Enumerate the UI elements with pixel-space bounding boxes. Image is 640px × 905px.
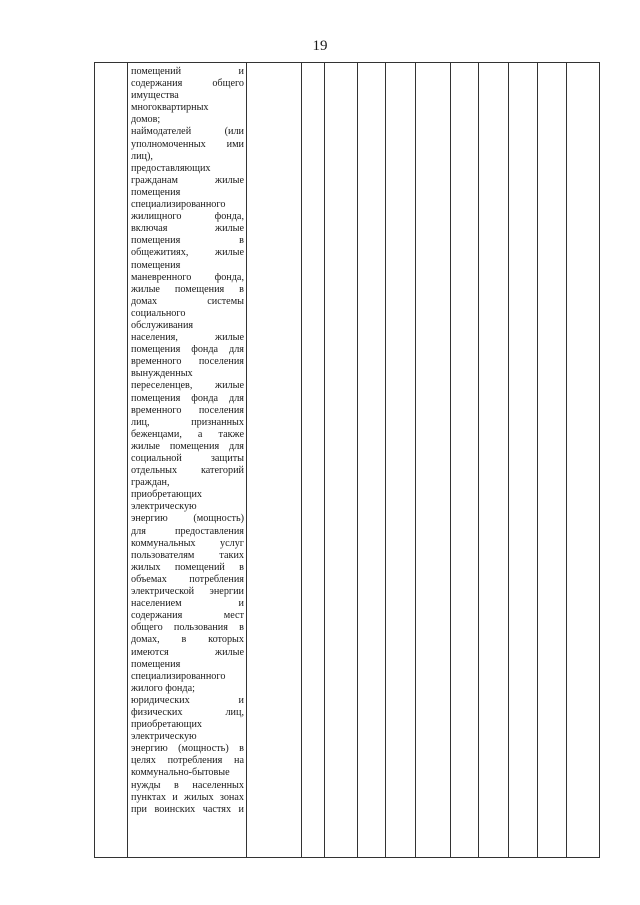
cell-text-line: при воинских частях и	[131, 803, 244, 815]
cell-text-line: домов;	[131, 114, 161, 126]
cell-text-line: социальной защиты	[131, 453, 244, 464]
column-border	[94, 62, 95, 858]
page-number: 19	[312, 38, 328, 54]
cell-text-line: включая жилые	[131, 223, 244, 235]
cell-text-line: энергию (мощность)	[131, 513, 244, 525]
cell-text-line: общего пользования в	[131, 622, 244, 634]
column-border	[508, 62, 509, 858]
cell-text-line: электрической энергии	[131, 586, 244, 598]
cell-text-line: помещения	[131, 259, 181, 271]
column-border	[415, 62, 416, 858]
cell-text-line: имущества	[131, 90, 179, 102]
table-fragment	[94, 62, 600, 858]
cell-text-line: общежитиях, жилые	[131, 247, 244, 259]
cell-text-line: помещения	[131, 186, 181, 198]
cell-text-line: лиц, признанных	[131, 416, 244, 428]
column-border	[301, 62, 302, 858]
column-border	[478, 62, 479, 858]
cell-text-line: социального	[131, 307, 186, 319]
cell-text-line: жилых помещений в	[131, 561, 244, 573]
table-bottom-border	[94, 857, 600, 858]
column-border	[566, 62, 567, 858]
column-border	[127, 62, 128, 858]
cell-text-line: населением и	[131, 598, 244, 610]
cell-text-line: приобретающих	[131, 489, 202, 501]
cell-text-line: жилого фонда;	[131, 682, 195, 694]
cell-text-line: предоставляющих	[131, 162, 211, 174]
cell-text-line: содержания мест	[131, 610, 244, 622]
cell-text-line: временного поселения	[131, 404, 244, 416]
column-border	[537, 62, 538, 858]
cell-text-line: помещения в	[131, 235, 244, 247]
cell-text-line: домах системы	[131, 295, 244, 307]
column-border	[246, 62, 247, 858]
description-cell-text	[131, 66, 244, 816]
cell-text-line: переселенцев, жилые	[131, 380, 244, 392]
cell-text-line: обслуживания	[131, 319, 194, 331]
cell-text-line: объемах потребления	[131, 573, 244, 585]
cell-text-line: временного поселения	[131, 356, 244, 368]
cell-text-line: специализированного	[131, 670, 226, 682]
column-border	[324, 62, 325, 858]
cell-text-line: помещения фонда для	[131, 392, 244, 404]
cell-text-line: юридических и	[131, 694, 244, 706]
cell-text-line: беженцами, а также	[131, 428, 244, 440]
column-border	[450, 62, 451, 858]
cell-text-line: пунктах и жилых зонах	[131, 791, 244, 803]
cell-text-line: специализированного	[131, 199, 226, 211]
cell-text-line: отдельных категорий	[131, 465, 244, 477]
cell-text-line: целях потребления на	[131, 755, 244, 767]
cell-text-line: жилые помещения в	[131, 283, 244, 295]
cell-text-line: пользователям таких	[131, 549, 244, 561]
cell-text-line: нужды в населенных	[131, 779, 244, 791]
cell-text-line: энергию (мощность) в	[131, 743, 244, 755]
cell-text-line: населения, жилые	[131, 332, 244, 344]
cell-text-line: домах, в которых	[131, 634, 244, 646]
cell-text-line: помещений и	[131, 66, 244, 77]
cell-text-line: электрическую	[131, 501, 197, 513]
cell-text-line: вынужденных	[131, 368, 193, 380]
cell-text-line: физических лиц,	[131, 706, 244, 718]
cell-text-line: уполномоченных ими	[131, 138, 244, 150]
cell-text-line: лиц),	[131, 150, 153, 162]
table-top-border	[94, 62, 600, 63]
cell-text-line: для предоставления	[131, 525, 244, 537]
cell-text-line: имеются жилые	[131, 646, 244, 658]
cell-text-line: граждан,	[131, 477, 170, 489]
column-border	[357, 62, 358, 858]
cell-text-line: наймодателей (или	[131, 126, 244, 138]
cell-text-line: приобретающих	[131, 719, 202, 731]
cell-text-line: гражданам жилые	[131, 174, 244, 186]
cell-text-line: помещения фонда для	[131, 344, 244, 356]
cell-text-line: жилые помещения для	[131, 440, 244, 452]
cell-text-line: маневренного фонда,	[131, 271, 244, 283]
cell-text-line: содержания общего	[131, 78, 244, 90]
cell-text-line: жилищного фонда,	[131, 211, 244, 223]
column-border	[385, 62, 386, 858]
cell-text-line: коммунальных услуг	[131, 537, 244, 549]
cell-text-line: коммунально-бытовые	[131, 767, 230, 779]
cell-text-line: электрическую	[131, 731, 197, 743]
cell-text-line: многоквартирных	[131, 102, 209, 114]
column-border	[599, 62, 600, 858]
cell-text-line: помещения	[131, 658, 181, 670]
